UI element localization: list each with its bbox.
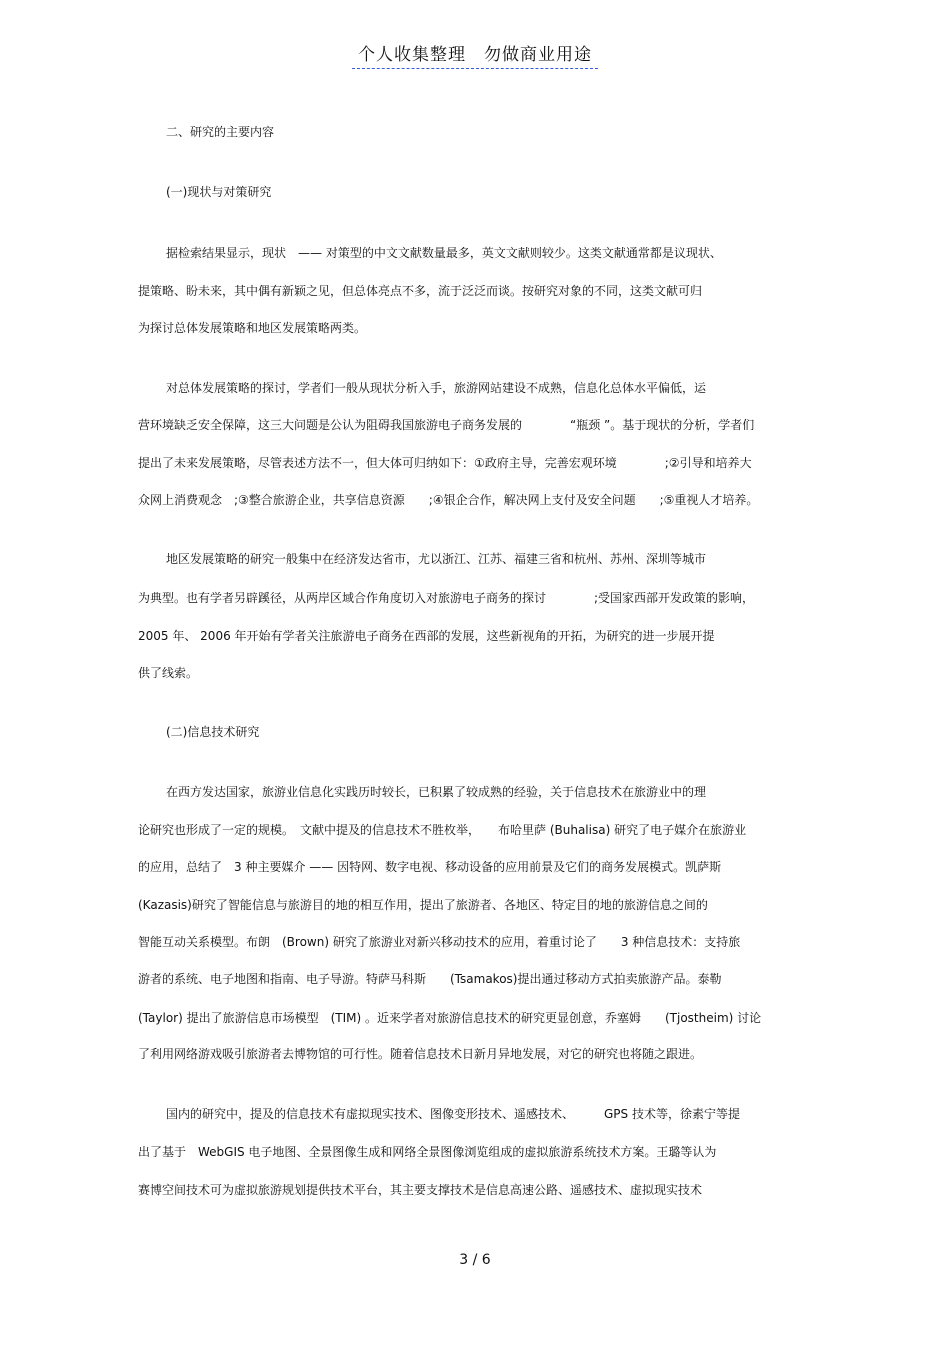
page-number: 3 / 6	[459, 1252, 491, 1268]
text-line: 供了线索。	[138, 666, 199, 680]
text-line: 据检索结果显示，现状 —— 对策型的中文文献数量最多，英文文献则较少。这类文献通常都是议现状、	[166, 246, 722, 260]
text-line: 智能互动关系模型。布朗 (Brown) 研究了旅游业对新兴移动技术的应用，着重讨论了 3 种信息技术：支持旅	[138, 935, 741, 949]
page-header	[0, 40, 950, 65]
subsection-title-2: (二)信息技术研究	[166, 725, 260, 739]
text-line: 2005 年、 2006 年开始有学者关注旅游电子商务在西部的发展，这些新视角的开拓，为研究的进一步展开提	[138, 629, 715, 643]
section-title: 二、研究的主要内容	[166, 125, 275, 139]
text-line: 对总体发展策略的探讨，学者们一般从现状分析入手，旅游网站建设不成熟，信息化总体水平偏低，运	[166, 381, 707, 395]
text-line: 为典型。也有学者另辟蹊径，从两岸区域合作角度切入对旅游电子商务的探讨 ;受国家西部开发政策的影响，	[138, 591, 755, 605]
text-line: 了利用网络游戏吸引旅游者去博物馆的可行性。随着信息技术日新月异地发展，对它的研究也将随之跟进。	[138, 1047, 703, 1061]
text-line: 国内的研究中，提及的信息技术有虚拟现实技术、图像变形技术、遥感技术、 GPS 技术等，徐素宁等提	[166, 1107, 740, 1121]
text-line: 在西方发达国家，旅游业信息化实践历时较长，已积累了较成熟的经验，关于信息技术在旅游业中的理	[166, 785, 707, 799]
text-line: 赛博空间技术可为虚拟旅游规划提供技术平台，其主要支撑技术是信息高速公路、遥感技术、虚拟现实技术	[138, 1183, 703, 1197]
text-line: (Taylor) 提出了旅游信息市场模型 (TIM) 。近来学者对旅游信息技术的研究更显创意，乔塞姆 (Tjostheim) 讨论	[138, 1011, 762, 1025]
header-title: 个人收集整理 勿做商业用途	[352, 45, 598, 69]
subsection-title-1: (一)现状与对策研究	[166, 185, 272, 199]
text-line: 众网上消费观念 ;③整合旅游企业，共享信息资源 ;④银企合作，解决网上支付及安全问题 ;⑤重视人才培养。	[138, 493, 759, 507]
text-line: 出了基于 WebGIS 电子地图、全景图像生成和网络全景图像浏览组成的虚拟旅游系统技术方案。王璐等认为	[138, 1145, 717, 1159]
text-line: 论研究也形成了一定的规模。 文献中提及的信息技术不胜枚举， 布哈里萨 (Buhalisa) 研究了电子媒介在旅游业	[138, 823, 747, 837]
text-line: 游者的系统、电子地图和指南、电子导游。特萨马科斯 (Tsamakos)提出通过移动方式拍卖旅游产品。泰勒	[138, 972, 722, 986]
text-line: 提策略、盼未来，其中偶有新颖之见，但总体亮点不多，流于泛泛而谈。按研究对象的不同，这类文献可归	[138, 284, 703, 298]
text-line: 地区发展策略的研究一般集中在经济发达省市，尤以浙江、江苏、福建三省和杭州、苏州、深圳等城市	[166, 552, 707, 566]
text-line: 提出了未来发展策略，尽管表述方法不一，但大体可归纳如下：①政府主导，完善宏观环境 ;②引导和培养大	[138, 456, 752, 470]
text-line: 营环境缺乏安全保障，这三大问题是公认为阻碍我国旅游电子商务发展的 “瓶颈 ”。基于现状的分析，学者们	[138, 418, 755, 432]
text-line: 为探讨总体发展策略和地区发展策略两类。	[138, 321, 367, 335]
text-line: 的应用，总结了 3 种主要媒介 —— 因特网、数字电视、移动设备的应用前景及它们的商务发展模式。凯萨斯	[138, 860, 722, 874]
text-line: (Kazasis)研究了智能信息与旅游目的地的相互作用，提出了旅游者、各地区、特定目的地的旅游信息之间的	[138, 898, 708, 912]
